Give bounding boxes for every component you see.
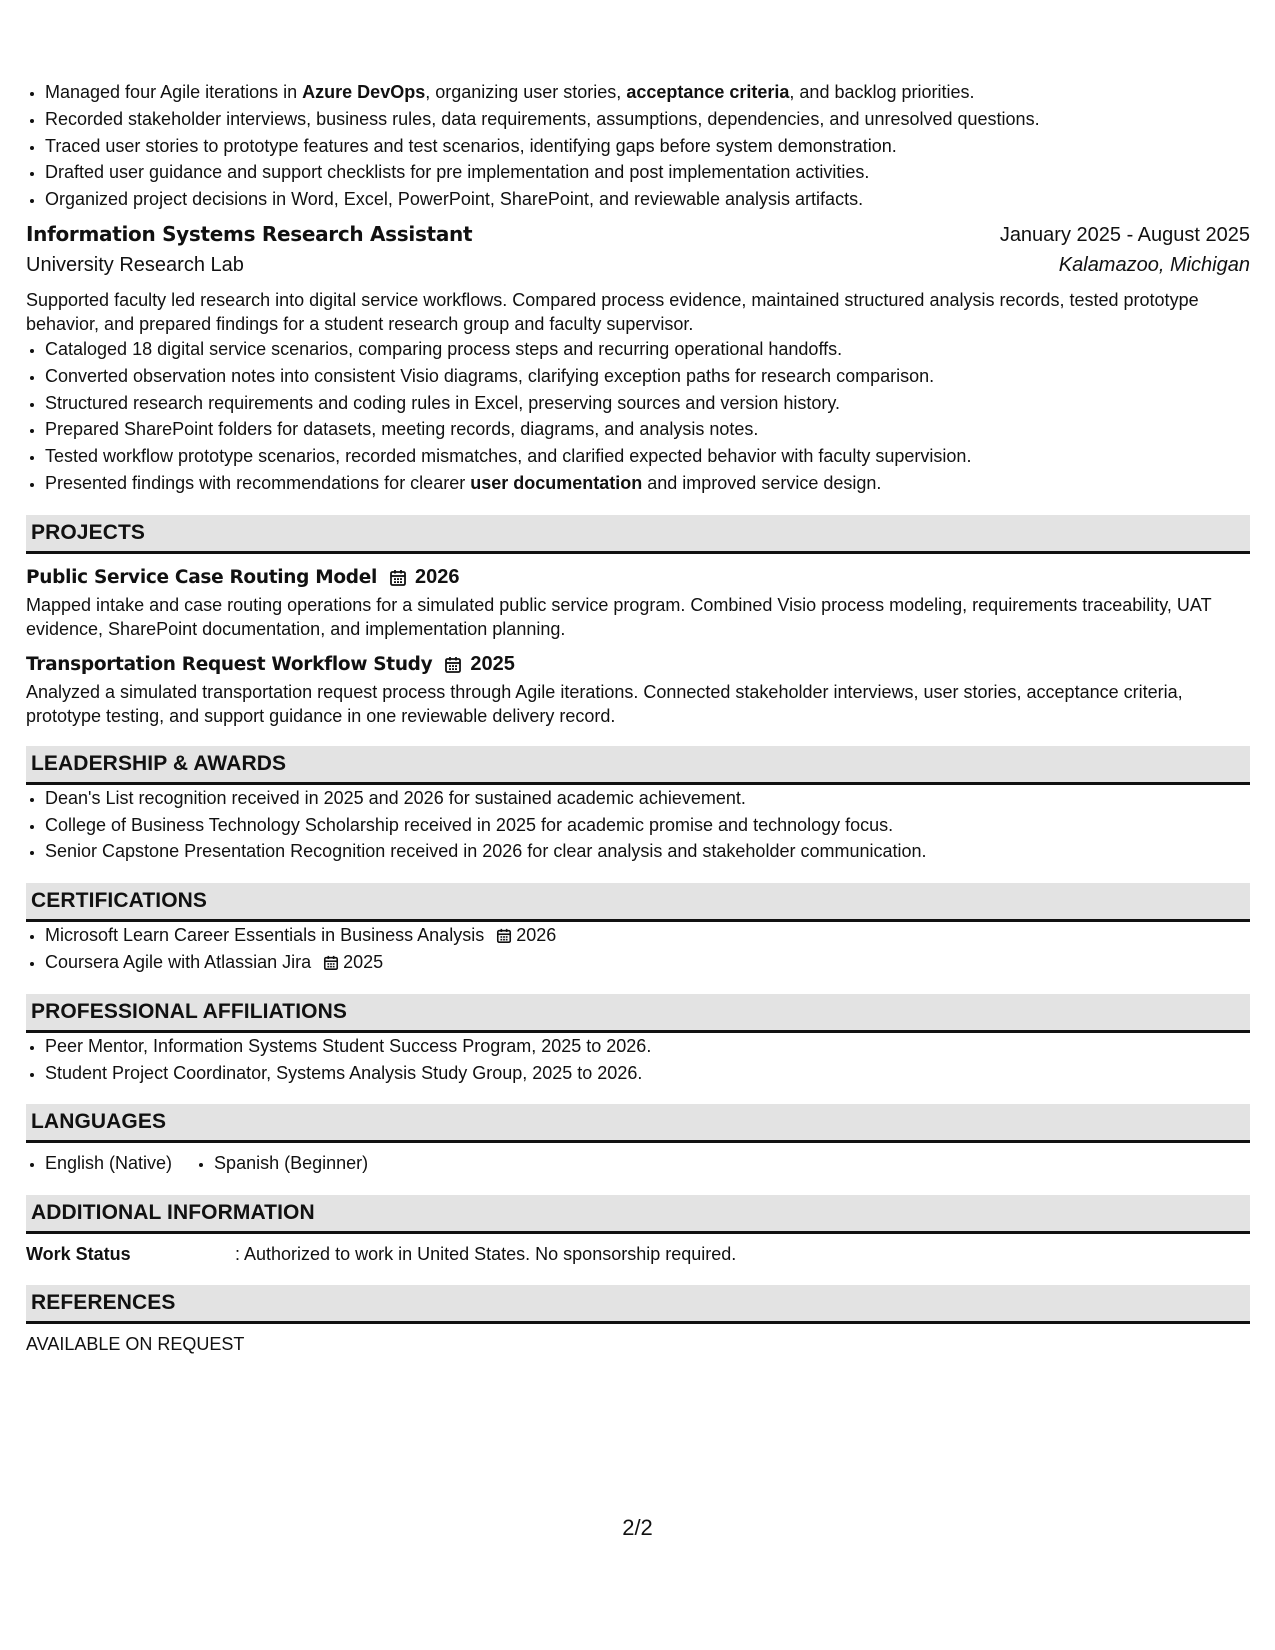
list-item: • Senior Capstone Presentation Recognition received in 2026 for clear analysis and stakeholder communication. — [45, 838, 1250, 865]
section-title: LEADERSHIP & AWARDS — [31, 751, 287, 775]
job-summary: Supported faculty led research into digital service workflows. Compared process evidence, maintained structured analysis records, tested prototype behavior, and prepared findings for a student research group and faculty supervisor. — [26, 289, 1199, 334]
project-header — [26, 563, 1250, 593]
list-item: • Cataloged 18 digital service scenarios, comparing process steps and recurring operational handoffs. — [45, 336, 1250, 363]
list-item — [45, 949, 1250, 976]
section-title: PROFESSIONAL AFFILIATIONS — [31, 999, 347, 1023]
section-header-certifications — [26, 883, 1250, 922]
section-header-languages — [26, 1104, 1250, 1143]
certification-year: 2025 — [343, 951, 384, 972]
list-item: • Student Project Coordinator, Systems Analysis Study Group, 2025 to 2026. — [45, 1060, 1250, 1087]
affiliations-list — [26, 1033, 1250, 1087]
list-item: • Traced user stories to prototype features and test scenarios, identifying gaps before system demonstration. — [45, 133, 1250, 160]
resume-page — [26, 79, 1250, 1357]
list-item: • Converted observation notes into consistent Visio diagrams, clarifying exception paths for research comparison. — [45, 363, 1250, 390]
calendar-icon — [496, 928, 512, 944]
leadership-list — [26, 785, 1250, 865]
calendar-icon — [444, 656, 462, 674]
list-item: • Managed four Agile iterations in Azure DevOps, organizing user stories, acceptance criteria, and backlog priorities. — [45, 79, 1250, 106]
work-status-row — [26, 1241, 1250, 1267]
project-title: Transportation Request Workflow Study — [26, 654, 433, 676]
list-item: • College of Business Technology Scholarship received in 2025 for academic promise and technology focus. — [45, 812, 1250, 839]
section-title: CERTIFICATIONS — [31, 889, 208, 913]
calendar-icon — [323, 955, 339, 971]
languages-list — [26, 1150, 410, 1177]
job-header — [26, 222, 1250, 254]
certifications-list — [26, 922, 1250, 976]
job-dates: January 2025 - August 2025 — [999, 223, 1250, 246]
section-title: LANGUAGES — [31, 1110, 167, 1134]
list-item: • Organized project decisions in Word, Excel, PowerPoint, SharePoint, and reviewable analysis artifacts. — [45, 186, 1250, 213]
list-item: • Presented findings with recommendations for clearer user documentation and improved service design. — [45, 470, 1250, 497]
certification-year: 2026 — [516, 925, 557, 946]
project-year: 2026 — [415, 566, 460, 589]
page-number: 2/2 — [622, 1515, 653, 1540]
job-bullets — [26, 336, 1250, 497]
section-header-additional — [26, 1195, 1250, 1234]
section-header-references — [26, 1285, 1250, 1324]
experience-continued-bullets — [26, 79, 1250, 213]
section-header-projects — [26, 515, 1250, 554]
languages-row — [26, 1150, 1250, 1177]
certification-name: Coursera Agile with Atlassian Jira — [45, 951, 312, 972]
job-title: Information Systems Research Assistant — [26, 221, 473, 246]
certification-name: Microsoft Learn Career Essentials in Business Analysis — [45, 925, 485, 946]
project-title: Public Service Case Routing Model — [26, 567, 377, 589]
job-subheader — [26, 254, 1250, 286]
list-item: • Drafted user guidance and support checklists for pre implementation and post implementation activities. — [45, 159, 1250, 186]
section-title: PROJECTS — [31, 520, 145, 544]
project-year: 2025 — [470, 653, 515, 676]
job-location: Kalamazoo, Michigan — [1058, 253, 1250, 276]
list-item — [45, 922, 1250, 949]
list-item: • Structured research requirements and coding rules in Excel, preserving sources and version history. — [45, 390, 1250, 417]
list-item: • Recorded stakeholder interviews, business rules, data requirements, assumptions, dependencies, and unresolved questions. — [45, 106, 1250, 133]
work-status-label: Work Status — [26, 1244, 131, 1265]
list-item: • Peer Mentor, Information Systems Student Success Program, 2025 to 2026. — [45, 1033, 1250, 1060]
references-text: AVAILABLE ON REQUEST — [26, 1334, 245, 1355]
list-item: • English (Native) — [45, 1150, 172, 1177]
section-header-leadership — [26, 746, 1250, 785]
list-item: • Dean's List recognition received in 2025 and 2026 for sustained academic achievement. — [45, 785, 1250, 812]
list-item: • Prepared SharePoint folders for datasets, meeting records, diagrams, and analysis notes. — [45, 416, 1250, 443]
section-title: REFERENCES — [31, 1291, 176, 1315]
job-organization: University Research Lab — [26, 253, 244, 276]
section-header-affiliations — [26, 994, 1250, 1033]
project-description: Mapped intake and case routing operations for a simulated public service program. Combined Visio process modeling, requirements traceability, UAT evidence, SharePoint documentation, and implementation planning. — [26, 594, 1212, 639]
work-status-value: : Authorized to work in United States. No sponsorship required. — [235, 1244, 737, 1265]
project-header — [26, 650, 1250, 680]
list-item: • Tested workflow prototype scenarios, recorded mismatches, and clarified expected behavior with faculty supervision. — [45, 443, 1250, 470]
list-item: • Spanish (Beginner) — [214, 1150, 368, 1177]
project-description: Analyzed a simulated transportation request process through Agile iterations. Connected stakeholder interviews, user stories, acceptance criteria, prototype testing, and support guidance in one reviewable delivery record. — [26, 681, 1183, 726]
section-title: ADDITIONAL INFORMATION — [31, 1201, 315, 1225]
calendar-icon — [389, 569, 407, 587]
